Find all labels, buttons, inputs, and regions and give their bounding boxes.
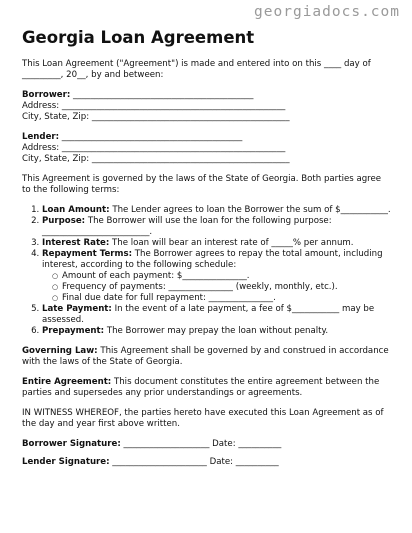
borrower-signature-label: Borrower Signature: [22,439,121,449]
term-text: The Lender agrees to loan the Borrower the sum of $___________. [109,205,391,215]
term-label: Purpose: [42,216,86,226]
lender-signature-blank: ______________________ Date: __________ [109,457,279,467]
lender-section [22,132,392,165]
site-watermark: georgiadocs.com [254,4,400,20]
page-title: Georgia Loan Agreement [22,28,255,47]
lender-city-line: City, State, Zip: ______________________________________________ [22,154,290,164]
borrower-name-line: __________________________________________ [70,90,254,100]
governing-law-text: This Agreement shall be governed by and construed in accordance with the laws of the State of Georgia. [22,346,389,367]
term-late-payment [42,304,392,326]
term-label: Repayment Terms: [42,249,133,259]
lender-signature-line [22,457,392,468]
borrower-city-line: City, State, Zip: ______________________________________________ [22,112,290,122]
lender-label: Lender: [22,132,60,142]
lender-name-line: __________________________________________ [59,132,243,142]
term-repayment [42,249,392,304]
document-page [22,28,392,475]
lender-address-line: Address: ____________________________________________________ [22,143,286,153]
schedule-item: ○ Final due date for full repayment: _______________. [62,293,392,304]
term-label: Prepayment: [42,326,105,336]
intro-paragraph: This Loan Agreement ("Agreement") is made and entered into on this ____ day of _________, 20__, by and between: [22,59,371,80]
term-text: In the event of a late payment, a fee of $___________ may be assessed. [42,304,375,325]
witness-paragraph: IN WITNESS WHEREOF, the parties hereto have executed this Loan Agreement as of the day and year first above written. [22,408,384,429]
term-loan-amount [42,205,392,216]
terms-list [22,205,392,337]
borrower-label: Borrower: [22,90,71,100]
borrower-signature-line [22,439,392,450]
term-text: The Borrower will use the loan for the following purpose: _________________________. [42,216,332,237]
schedule-item: ○ Frequency of payments: _______________ (weekly, monthly, etc.). [62,282,392,293]
term-interest-rate [42,238,392,249]
term-text: The Borrower may prepay the loan without penalty. [104,326,329,336]
term-label: Late Payment: [42,304,112,314]
lender-signature-label: Lender Signature: [22,457,110,467]
term-label: Interest Rate: [42,238,110,248]
entire-agreement-label: Entire Agreement: [22,377,112,387]
term-text: The Borrower agrees to repay the total amount, including interest, according to the following schedule: [42,249,383,270]
repayment-schedule-list [42,271,392,304]
term-prepayment [42,326,392,337]
term-text: The loan will bear an interest rate of _____% per annum. [109,238,354,248]
term-purpose [42,216,392,238]
governing-law-label: Governing Law: [22,346,98,356]
governing-law-paragraph [22,346,392,368]
entire-agreement-text: This document constitutes the entire agreement between the parties and supersedes any prior understandings or agreements. [22,377,380,398]
entire-agreement-paragraph [22,377,392,399]
schedule-item: ○ Amount of each payment: $_______________. [62,271,392,282]
borrower-address-line: Address: ____________________________________________________ [22,101,286,111]
governed-intro-paragraph: This Agreement is governed by the laws of the State of Georgia. Both parties agree to the following terms: [22,174,382,195]
borrower-signature-blank: ____________________ Date: __________ [120,439,282,449]
borrower-section [22,90,392,123]
term-label: Loan Amount: [42,205,110,215]
